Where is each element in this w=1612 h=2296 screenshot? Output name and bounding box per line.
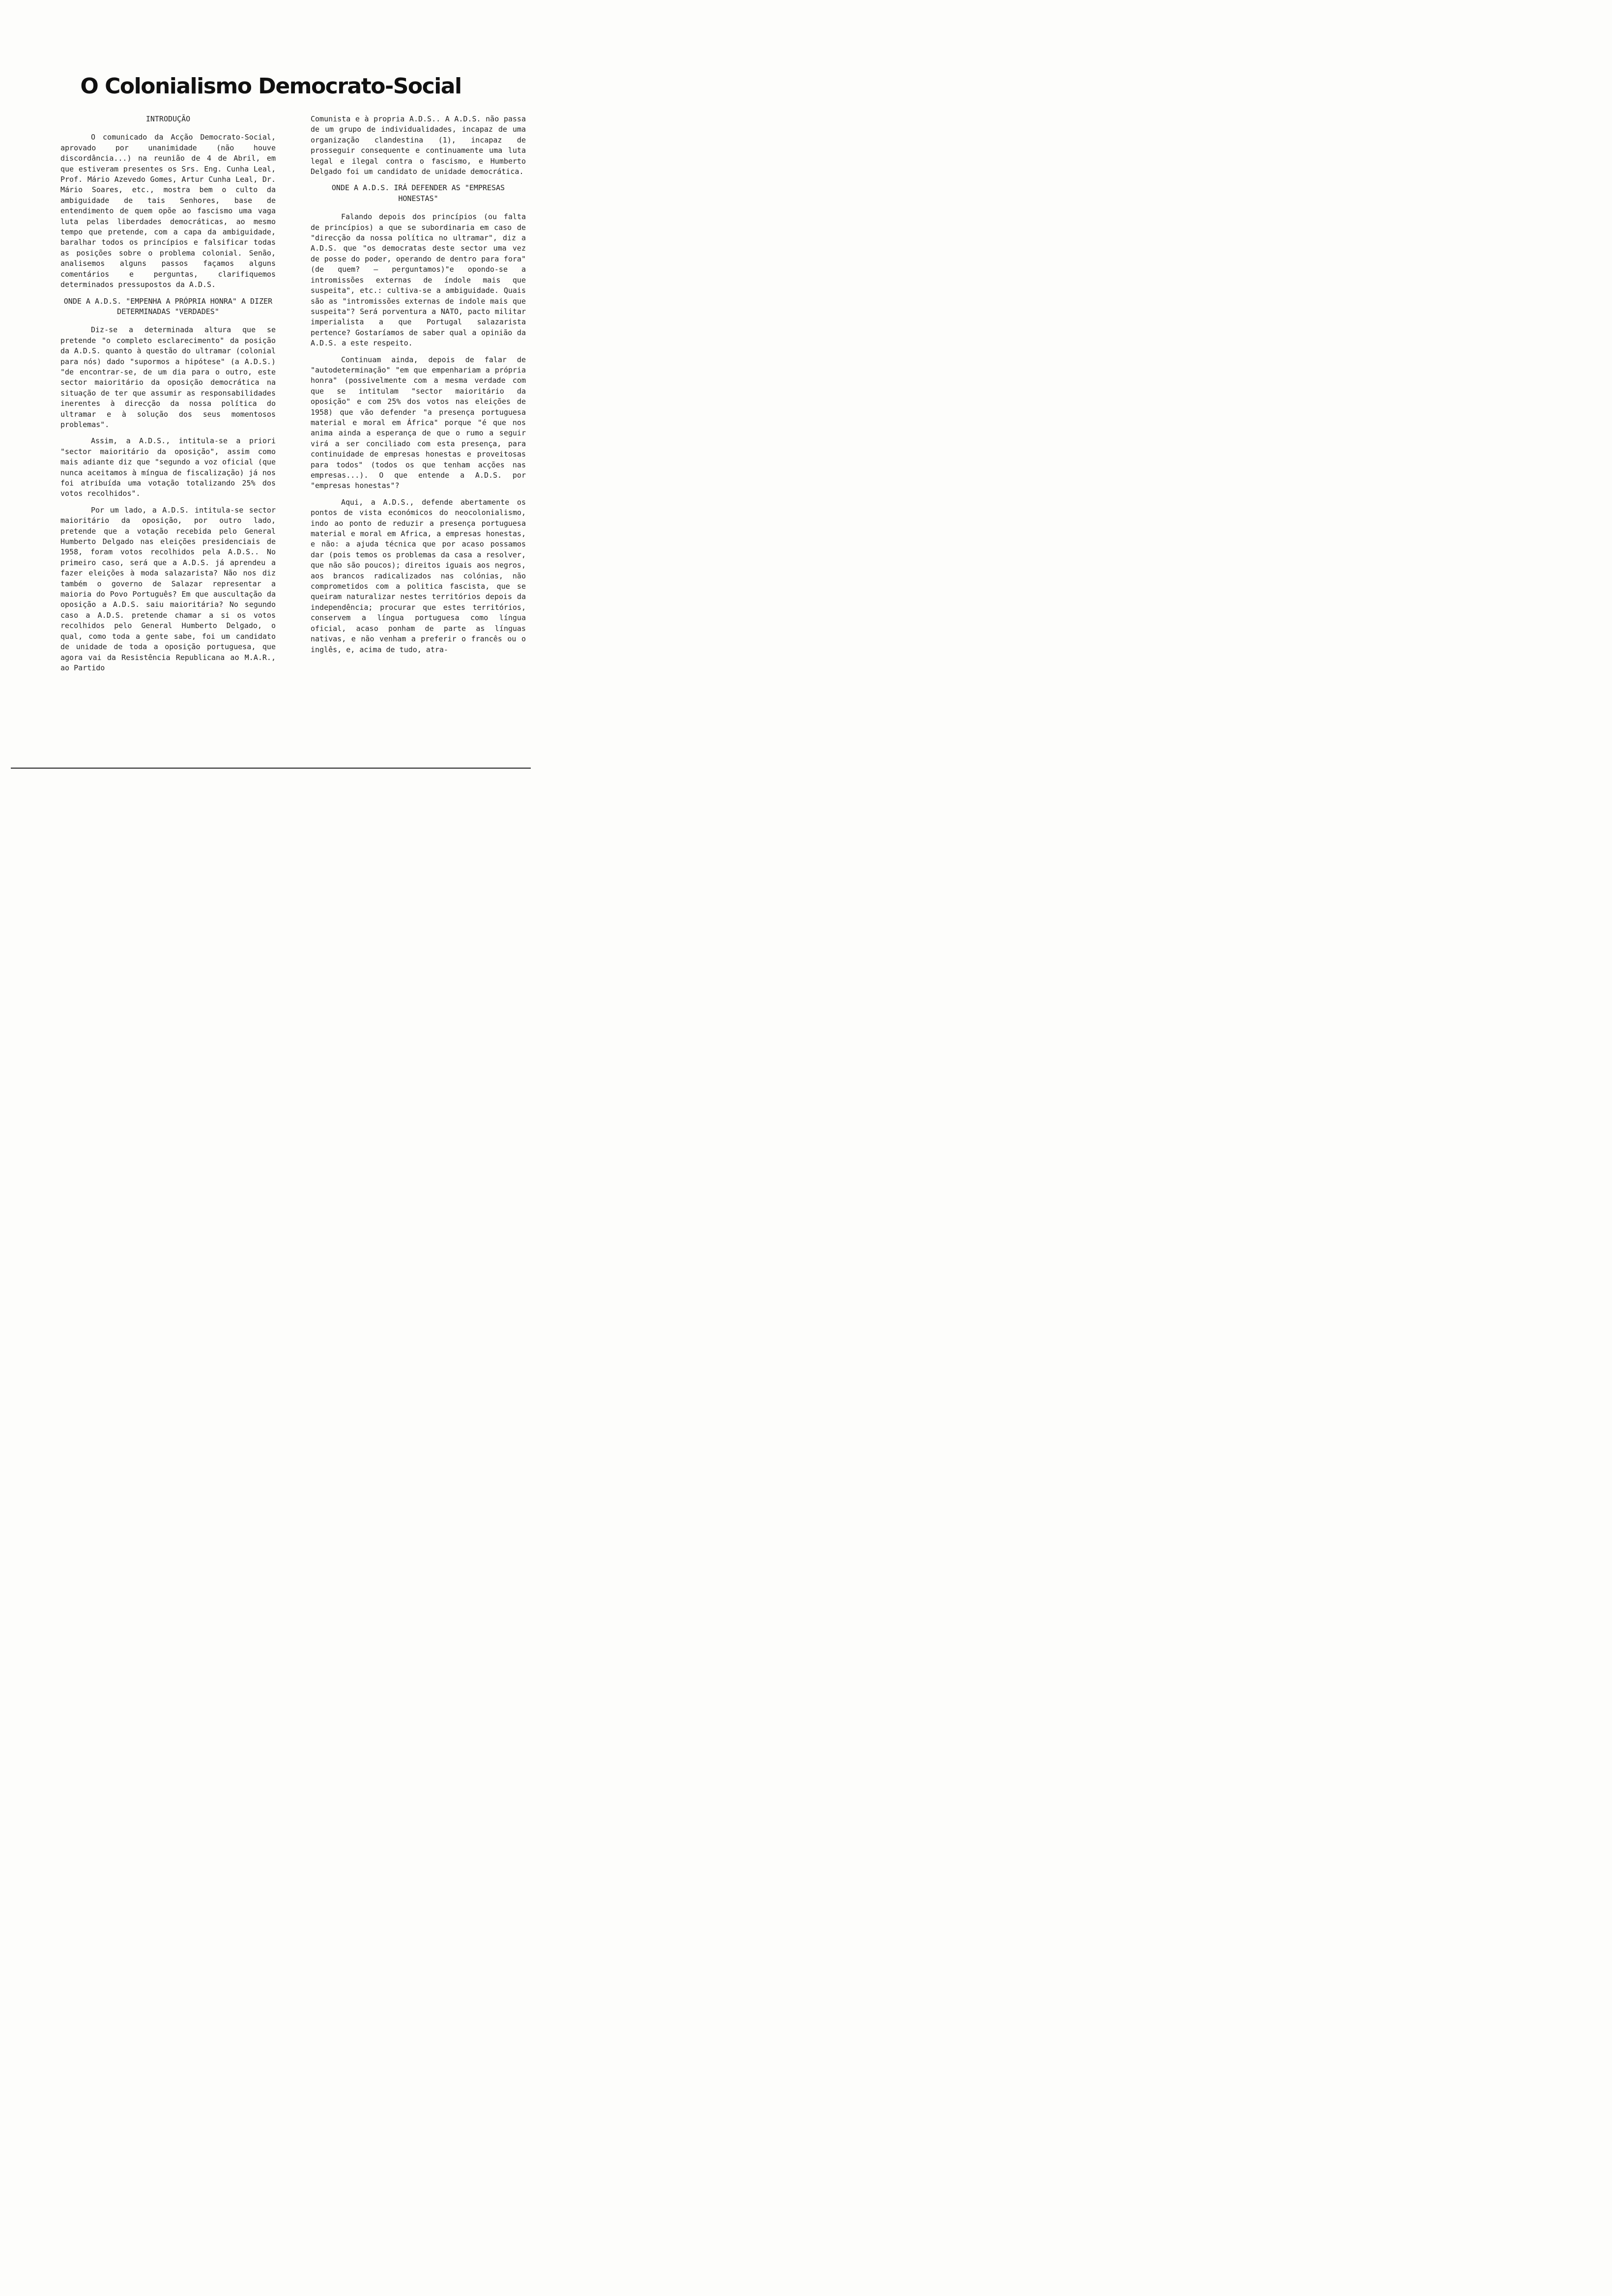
body-paragraph-continued: Comunista e à propria A.D.S.. A A.D.S. não passa de um grupo de individualidades, incapaz de uma organização clandestina (1), incapaz de prosseguir consequente e continuamente uma luta legal e ilegal contra o fascismo, e Humberto Delgado foi um candidato de unidade democrática. [311,115,526,176]
body-paragraph: Por um lado, a A.D.S. intitula-se sector maioritário da oposição, por outro lado, pretende que a votação recebida pelo General Humberto Delgado nas eleições presidenciais de 1958, foram votos recolhidos pela A.D.S.. No primeiro caso, será que a A.D.S. já aprendeu a fazer eleições à moda salazarista? Não nos diz também o governo de Salazar representar a maioria do Povo Português? Em que auscultação da oposição a A.D.S. saiu maioritária? No segundo caso a A.D.S. pretende chamar a si os votos recolhidos pelo General Humberto Delgado, o qual, como toda a gente sabe, foi um candidato de unidade de toda a oposição portuguesa, que agora vai da Resistência Republicana ao M.A.R., ao Partido [60,505,276,672]
section-heading-empresas: ONDE A A.D.S. IRÁ DEFENDER AS "EMPRESAS HONESTAS" [331,183,505,203]
intro-paragraph: O comunicado da Acção Democrato-Social, aprovado por unanimidade (não houve discordância...) na reunião de 4 de Abril, em que estiveram presentes os Srs. Eng. Cunha Leal, Prof. Mário Azevedo Gomes, Artur Cunha Leal, Dr. Mário Soares, etc., mostra bem o culto da ambiguidade de tais Senhores, base de entendimento de quem opõe ao fascismo uma vaga luta pelas liberdades democráticas, ao mesmo tempo que pretende, com a capa da ambiguidade, baralhar todos os princípios e falsificar todas as posições sobre o problema colonial. Senão, analisemos alguns passos façamos alguns comentários e perguntas, clarifiquemos determinados pressupostos da A.D.S. [60,133,276,289]
intro-heading: INTRODUÇÃO [145,115,191,123]
body-paragraph: Falando depois dos princípios (ou falta de princípios) a que se subordinaria em caso de "direcção da nossa política no ultramar", diz a A.D.S. que "os democratas deste sector uma vez de posse do poder, operando de dentro para fora" (de quem? — perguntamos)"e opondo-se a intromissões externas de índole mais que suspeita", etc.: cultiva-se a ambiguidade. Quais são as "intromissões externas de indole mais que suspeita"? Será porventura a NATO, pacto militar imperialista a que Portugal salazarista pertence? Gostaríamos de saber qual a opinião da A.D.S. a este respeito. [311,212,526,348]
body-paragraph: Continuam ainda, depois de falar de "autodeterminação" "em que empenhariam a própria honra" (possivelmente com a mesma verdade com que se intitulam "sector maioritário da oposição" e com 25% dos votos nas eleições de 1958) que vão defender "a presença portuguesa material e moral em África" porque "é que nos anima ainda a esperança de que o rumo a seguir virá a ser conciliado com esta presença, para continuidade de empresas honestas e proveitosas para todos" (todos os que tenham acções nas empresas...). O que entende a A.D.S. por "empresas honestas"? [311,355,526,490]
page-title: O Colonialismo Democrato-Social [80,74,461,99]
bottom-rule [11,768,531,769]
body-paragraph: Assim, a A.D.S., intitula-se a priori "sector maioritário da oposição", assim como mais adiante diz que "segundo a voz oficial (que nunca aceitamos à míngua de fiscalização) já nos foi atribuída uma votação totalizando 25% dos votos recolhidos". [60,436,276,498]
left-column [60,114,276,679]
right-column [311,114,526,661]
body-paragraph: Diz-se a determinada altura que se pretende "o completo esclarecimento" da posição da A.D.S. quanto à questão do ultramar (colonial para nós) dado "supormos a hipótese" (a A.D.S.) "de encontrar-se, de um dia para o outro, este sector maioritário da oposição democrática na situação de ter que assumir as responsabilidades inerentes à direcção da nossa política do ultramar e à solução dos seus momentosos problemas". [60,325,276,429]
section-heading-honra: ONDE A A.D.S. "EMPENHA A PRÓPRIA HONRA" A DIZER DETERMINADAS "VERDADES" [63,296,273,316]
body-paragraph: Aqui, a A.D.S., defende abertamente os pontos de vista económicos do neocolonialismo, indo ao ponto de reduzir a presença portuguesa material e moral em Africa, a empresas honestas, e não: a ajuda técnica que por acaso possamos dar (pois temos os problemas da casa a resolver, que não são poucos); direitos iguais aos negros, aos brancos radicalizados nas colónias, não comprometidos com a politica fascista, que se queiram naturalizar nestes territórios depois da independência; procurar que estes territórios, conservem a língua portuguesa como língua oficial, acaso ponham de parte as línguas nativas, e não venham a preferir o francês ou o inglês, e, acima de tudo, atra- [311,497,526,654]
